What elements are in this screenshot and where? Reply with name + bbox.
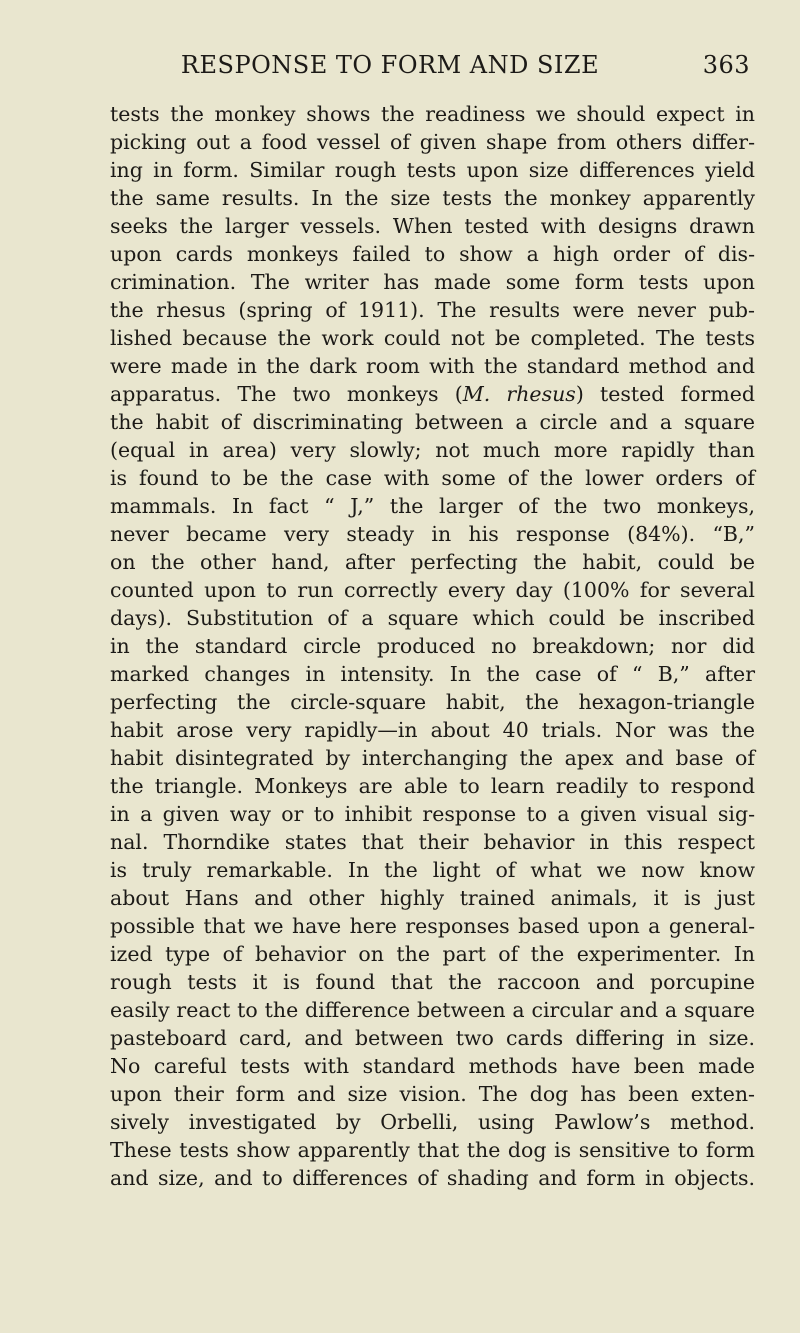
- text-line: the same results. In the size tests the monkey apparently: [110, 186, 755, 210]
- text-line: on the other hand, after perfecting the habit, could be: [110, 550, 755, 574]
- text-line: is truly remarkable. In the light of what we now know: [110, 858, 755, 882]
- text-line: is found to be the case with some of the lower orders of: [110, 466, 755, 490]
- text-line: habit arose very rapidly—in about 40 trials. Nor was the: [110, 718, 755, 742]
- text-line: seeks the larger vessels. When tested with designs drawn: [110, 214, 755, 238]
- text-line: the habit of discriminating between a circle and a square: [110, 410, 755, 434]
- text-line: upon their form and size vision. The dog has been exten-: [110, 1082, 755, 1106]
- text-line: lished because the work could not be completed. The tests: [110, 326, 755, 350]
- text-line: upon cards monkeys failed to show a high order of dis-: [110, 242, 755, 266]
- running-title: RESPONSE TO FORM AND SIZE: [180, 51, 600, 79]
- text-line: nal. Thorndike states that their behavior in this respect: [110, 830, 755, 854]
- text-line: marked changes in intensity. In the case of “ B,” after: [110, 662, 755, 686]
- text-line: No careful tests with standard methods have been made: [110, 1054, 755, 1078]
- text-line: possible that we have here responses based upon a general-: [110, 914, 755, 938]
- text-line: apparatus. The two monkeys (M. rhesus) tested formed: [110, 382, 755, 406]
- running-head: [110, 48, 750, 82]
- text-line: in the standard circle produced no breakdown; nor did: [110, 634, 755, 658]
- text-line: ing in form. Similar rough tests upon size differences yield: [110, 158, 755, 182]
- text-line: crimination. The writer has made some form tests upon: [110, 270, 755, 294]
- text-line: about Hans and other highly trained animals, it is just: [110, 886, 755, 910]
- text-line: ized type of behavior on the part of the experimenter. In: [110, 942, 755, 966]
- species-name: M. rhesus: [462, 382, 576, 406]
- text-line: in a given way or to inhibit response to a given visual sig-: [110, 802, 755, 826]
- text-line: easily react to the difference between a circular and a square: [110, 998, 755, 1022]
- text-line: rough tests it is found that the raccoon and porcupine: [110, 970, 755, 994]
- page-number: 363: [702, 51, 750, 79]
- text-line: (equal in area) very slowly; not much more rapidly than: [110, 438, 755, 462]
- text-line: and size, and to differences of shading and form in objects.: [110, 1166, 755, 1190]
- text-line: perfecting the circle-square habit, the hexagon-triangle: [110, 690, 755, 714]
- text-line: the rhesus (spring of 1911). The results were never pub-: [110, 298, 755, 322]
- text-line: were made in the dark room with the standard method and: [110, 354, 755, 378]
- text-line: sively investigated by Orbelli, using Pawlow’s method.: [110, 1110, 755, 1134]
- body-text: [110, 100, 755, 1192]
- text-line: pasteboard card, and between two cards differing in size.: [110, 1026, 755, 1050]
- text-line: habit disintegrated by interchanging the apex and base of: [110, 746, 755, 770]
- text-line: mammals. In fact “ J,” the larger of the two monkeys,: [110, 494, 755, 518]
- text-line: counted upon to run correctly every day (100% for several: [110, 578, 755, 602]
- text-line: These tests show apparently that the dog is sensitive to form: [110, 1138, 755, 1162]
- text-line: the triangle. Monkeys are able to learn readily to respond: [110, 774, 755, 798]
- text-line: never became very steady in his response (84%). “B,”: [110, 522, 755, 546]
- text-line: tests the monkey shows the readiness we should expect in: [110, 102, 755, 126]
- text-line: days). Substitution of a square which could be inscribed: [110, 606, 755, 630]
- text-line: picking out a food vessel of given shape from others differ-: [110, 130, 755, 154]
